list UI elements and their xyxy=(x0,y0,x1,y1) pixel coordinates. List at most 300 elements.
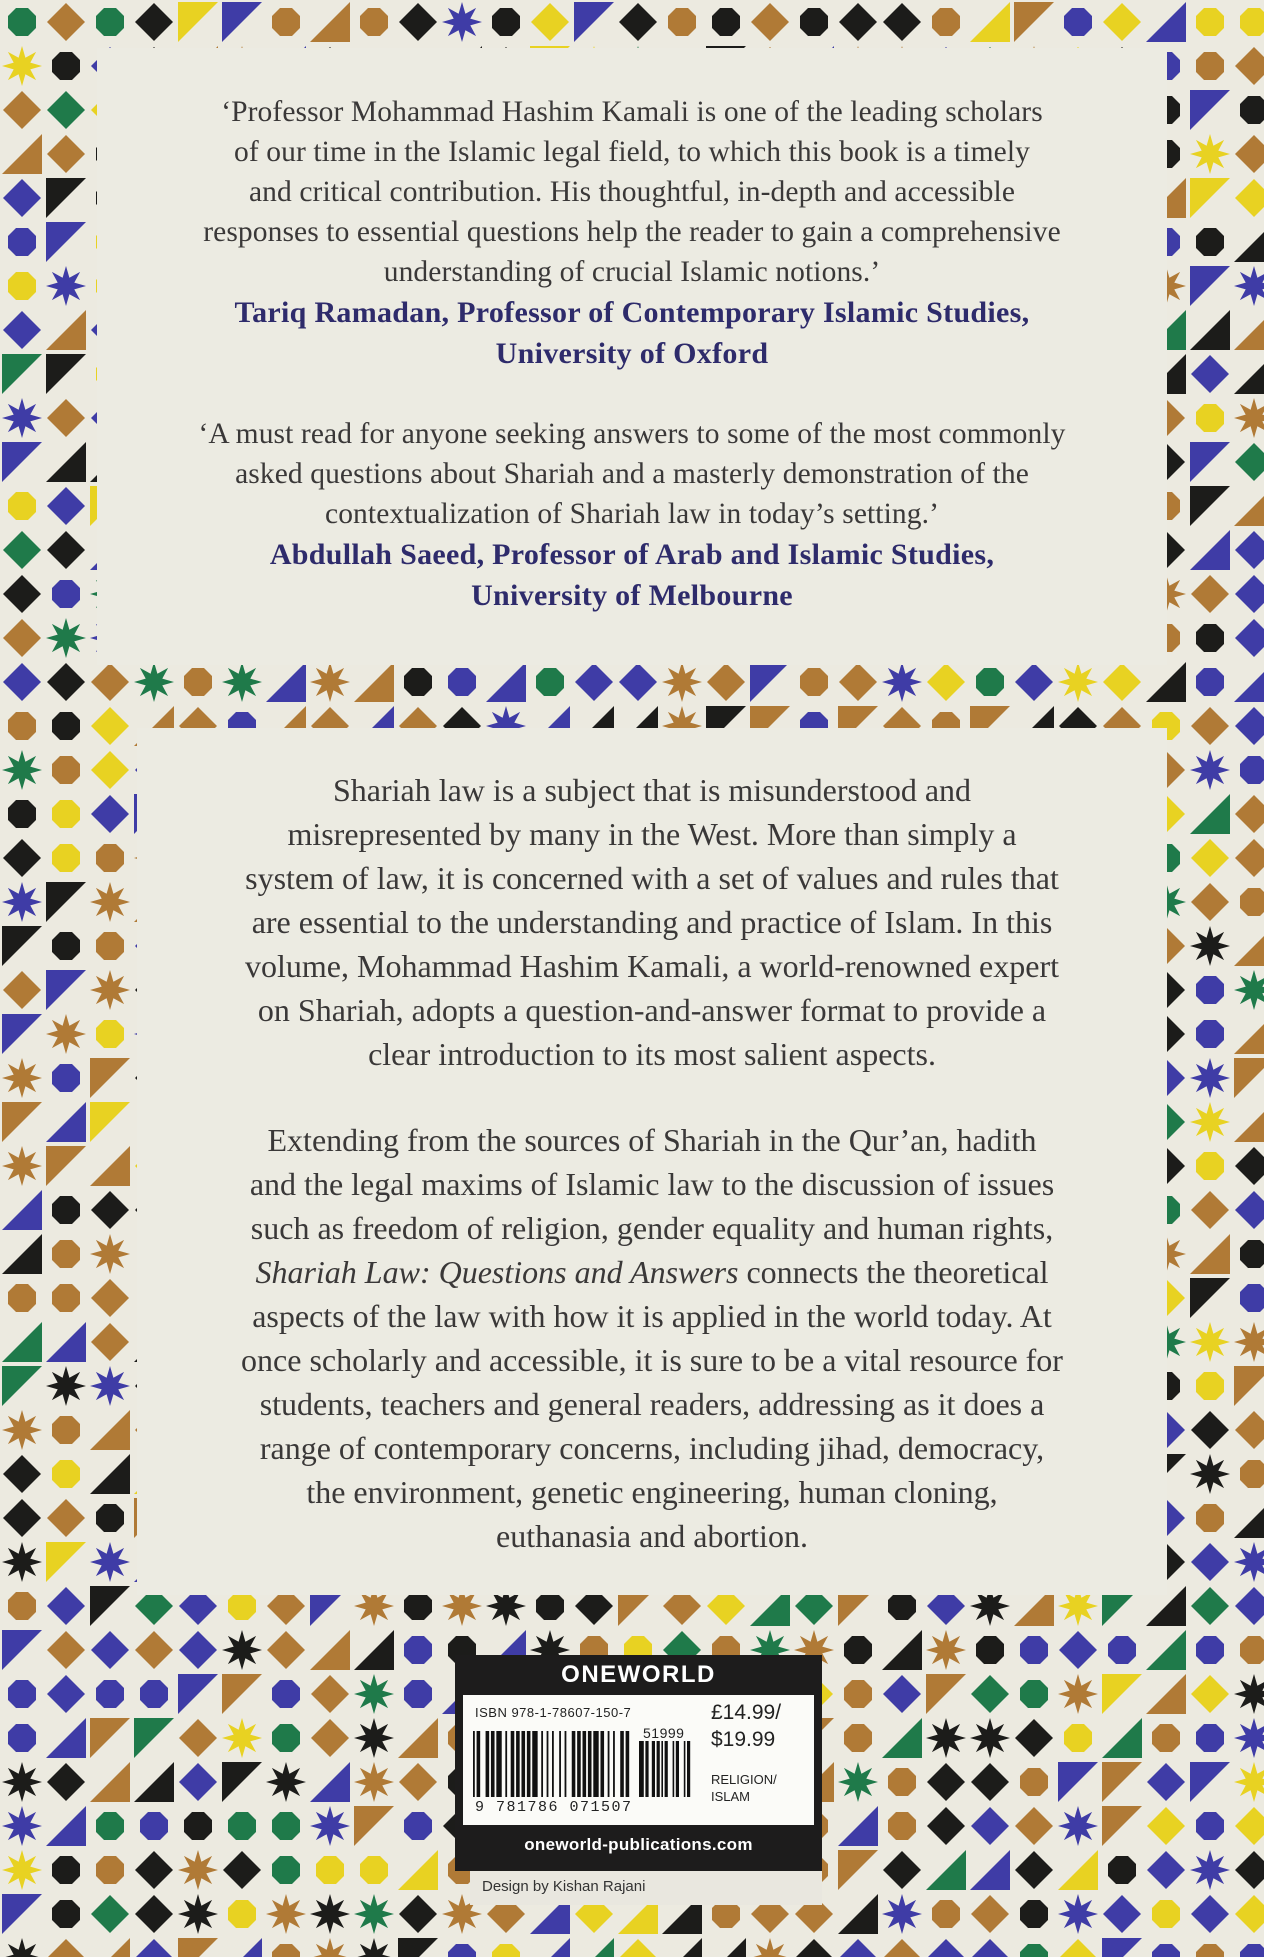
mosaic-tile xyxy=(1235,1851,1264,1889)
mosaic-tile xyxy=(1152,1900,1180,1928)
mosaic-tile xyxy=(932,1900,960,1928)
mosaic-tile xyxy=(1103,1895,1141,1933)
mosaic-tile xyxy=(354,1630,394,1670)
barcode-bar xyxy=(541,1731,543,1797)
mosaic-tile xyxy=(222,1718,262,1758)
mosaic-tile xyxy=(838,1806,878,1846)
mosaic-tile xyxy=(1146,1630,1186,1670)
mosaic-tile xyxy=(134,1718,174,1758)
mosaic-tile xyxy=(888,1592,916,1620)
isbn-text: ISBN 978-1-78607-150-7 xyxy=(475,1705,632,1720)
mosaic-tile xyxy=(1058,1850,1098,1890)
barcode-bar xyxy=(516,1731,520,1797)
mosaic-tile xyxy=(140,1812,168,1840)
mosaic-tile xyxy=(2,134,42,174)
barcode-area xyxy=(463,1695,814,1825)
mosaic-tile xyxy=(46,178,86,218)
body-line: range of contemporary concerns, including jihad, democracy, xyxy=(259,1430,1045,1466)
mosaic-tile xyxy=(1235,795,1264,833)
mosaic-tile xyxy=(404,668,432,696)
mosaic-tile xyxy=(398,1850,438,1890)
mosaic-tile xyxy=(3,1499,41,1537)
mosaic-tile xyxy=(1196,1944,1224,1957)
mosaic-tile xyxy=(575,663,613,701)
mosaic-tile xyxy=(1234,1058,1264,1098)
mosaic-tile xyxy=(90,1102,130,1142)
quote-line: asked questions about Shariah and a masterly demonstration of the xyxy=(235,458,1029,490)
mosaic-tile xyxy=(1190,178,1230,218)
mosaic-tile xyxy=(96,1504,124,1532)
mosaic-tile xyxy=(1102,1718,1142,1758)
mosaic-tile xyxy=(179,1631,217,1669)
barcode-bar xyxy=(593,1731,598,1797)
mosaic-tile xyxy=(135,3,173,41)
mosaic-tile xyxy=(90,1762,130,1802)
mosaic-tile xyxy=(1190,530,1230,570)
mosaic-tile xyxy=(272,8,300,36)
mosaic-tile xyxy=(927,663,965,701)
mosaic-tile xyxy=(46,1322,86,1362)
barcode-icon xyxy=(473,1731,631,1797)
mosaic-tile xyxy=(1064,1724,1092,1752)
mosaic-tile xyxy=(90,1938,130,1957)
mosaic-tile xyxy=(1020,1944,1048,1957)
mosaic-tile xyxy=(1240,1944,1264,1957)
mosaic-tile xyxy=(2,1938,42,1957)
mosaic-tile xyxy=(2,882,42,922)
mosaic-tile xyxy=(2,1014,42,1054)
barcode-bar xyxy=(639,1741,644,1797)
mosaic-tile xyxy=(1191,839,1229,877)
mosaic-tile xyxy=(839,3,877,41)
mosaic-tile xyxy=(1235,1587,1264,1625)
mosaic-tile xyxy=(2,1146,42,1186)
mosaic-tile xyxy=(8,1592,36,1620)
mosaic-tile xyxy=(1146,1674,1186,1714)
mosaic-tile xyxy=(310,1806,350,1846)
mosaic-tile xyxy=(272,1680,300,1708)
mosaic-tile xyxy=(354,1894,394,1934)
body-line: system of law, it is concerned with a set of values and rules that xyxy=(245,860,1059,896)
mosaic-tile xyxy=(96,844,124,872)
mosaic-tile xyxy=(1058,1762,1098,1802)
mosaic-tile xyxy=(619,3,657,41)
category-label xyxy=(711,1771,777,1805)
mosaic-tile xyxy=(404,1680,432,1708)
mosaic-tile xyxy=(91,1279,129,1317)
mosaic-tile xyxy=(52,756,80,784)
mosaic-tile xyxy=(1102,1806,1142,1846)
mosaic-tile xyxy=(1196,1020,1224,1048)
mosaic-tile xyxy=(96,1812,124,1840)
mosaic-tile xyxy=(8,1680,36,1708)
mosaic-tile xyxy=(52,932,80,960)
mosaic-tile xyxy=(448,668,476,696)
mosaic-tile xyxy=(46,1102,86,1142)
mosaic-tile xyxy=(927,1807,965,1845)
mosaic-tile xyxy=(1108,1636,1136,1664)
mosaic-tile xyxy=(178,1674,218,1714)
barcode-bar xyxy=(477,1731,481,1797)
mosaic-tile xyxy=(46,1146,86,1186)
mosaic-tile xyxy=(1191,1587,1229,1625)
body-line: students, teachers and general readers, addressing as it does a xyxy=(259,1386,1045,1422)
mosaic-tile xyxy=(8,492,36,520)
mosaic-tile xyxy=(971,1675,1009,1713)
body-line: misrepresented by many in the West. More than simply a xyxy=(287,816,1017,852)
mosaic-tile xyxy=(888,1768,916,1796)
mosaic-tile xyxy=(1103,3,1141,41)
mosaic-tile xyxy=(888,1812,916,1840)
mosaic-tile xyxy=(1103,663,1141,701)
quote-line: responses to essential questions help the reader to gain a comprehensive xyxy=(203,216,1061,248)
mosaic-tile xyxy=(1190,1102,1230,1142)
barcode-bar xyxy=(552,1731,554,1797)
mosaic-tile xyxy=(1058,662,1098,702)
quote-line: of our time in the Islamic legal field, to which this book is a timely xyxy=(234,136,1030,168)
barcode-bar xyxy=(473,1731,475,1797)
mosaic-tile xyxy=(46,1542,86,1582)
mosaic-tile xyxy=(3,575,41,613)
mosaic-tile xyxy=(91,1631,129,1669)
mosaic-tile xyxy=(1191,1191,1229,1229)
mosaic-tile xyxy=(310,662,350,702)
mosaic-tile xyxy=(3,971,41,1009)
mosaic-tile xyxy=(91,1895,129,1933)
endorsement-2 xyxy=(137,414,1127,616)
mosaic-tile xyxy=(46,1366,86,1406)
barcode-bar xyxy=(657,1741,660,1797)
mosaic-tile xyxy=(1196,404,1224,432)
mosaic-tile xyxy=(134,1762,174,1802)
mosaic-tile xyxy=(486,662,526,702)
mosaic-tile xyxy=(90,1146,130,1186)
mosaic-tile xyxy=(178,1850,218,1890)
mosaic-tile xyxy=(91,663,129,701)
mosaic-tile xyxy=(8,272,36,300)
mosaic-tile xyxy=(222,1938,262,1957)
mosaic-tile xyxy=(52,1856,80,1884)
addon-number: 51999 xyxy=(643,1725,685,1741)
mosaic-tile xyxy=(267,1631,305,1669)
mosaic-tile xyxy=(838,1894,878,1934)
mosaic-tile xyxy=(272,1812,300,1840)
mosaic-tile xyxy=(883,1675,921,1713)
barcode-bar xyxy=(620,1731,624,1797)
mosaic-tile xyxy=(46,354,86,394)
barcode-bar xyxy=(583,1731,587,1797)
mosaic-tile xyxy=(46,222,86,262)
mosaic-tile xyxy=(1190,310,1230,350)
mosaic-tile xyxy=(1015,1851,1053,1889)
mosaic-tile xyxy=(266,1894,306,1934)
mosaic-tile xyxy=(1191,1543,1229,1581)
mosaic-tile xyxy=(1102,1938,1142,1957)
mosaic-tile xyxy=(1058,1894,1098,1934)
mosaic-tile xyxy=(1234,354,1264,394)
mosaic-tile xyxy=(3,619,41,657)
mosaic-tile xyxy=(52,52,80,80)
mosaic-tile xyxy=(8,228,36,256)
mosaic-tile xyxy=(3,311,41,349)
mosaic-tile xyxy=(178,1938,218,1957)
mosaic-tile xyxy=(574,2,614,42)
mosaic-tile xyxy=(883,1851,921,1889)
body-line: Extending from the sources of Shariah in the Qur’an, hadith xyxy=(267,1122,1037,1158)
mosaic-tile xyxy=(839,1939,877,1957)
mosaic-tile xyxy=(1147,1851,1185,1889)
body-line xyxy=(165,1250,1139,1294)
mosaic-tile xyxy=(1196,1372,1224,1400)
mosaic-tile xyxy=(404,1636,432,1664)
mosaic-tile xyxy=(2,1058,42,1098)
mosaic-tile xyxy=(1015,1719,1053,1757)
mosaic-tile xyxy=(2,354,42,394)
mosaic-tile xyxy=(800,668,828,696)
mosaic-tile xyxy=(1234,1322,1264,1362)
mosaic-tile xyxy=(2,1630,42,1670)
quote-line: and critical contribution. His thoughtful, in-depth and accessible xyxy=(248,176,1016,208)
mosaic-tile xyxy=(96,1856,124,1884)
mosaic-tile xyxy=(1190,1234,1230,1274)
mosaic-tile xyxy=(1196,1812,1224,1840)
mosaic-tile xyxy=(360,8,388,36)
mosaic-tile xyxy=(52,1460,80,1488)
mosaic-tile xyxy=(2,1410,42,1450)
mosaic-tile xyxy=(46,1806,86,1846)
mosaic-tile xyxy=(96,932,124,960)
mosaic-tile xyxy=(91,795,129,833)
mosaic-tile xyxy=(52,1196,80,1224)
barcode-bar xyxy=(532,1731,537,1797)
mosaic-tile xyxy=(839,663,877,701)
mosaic-tile xyxy=(1234,1718,1264,1758)
mosaic-tile xyxy=(310,1762,350,1802)
mosaic-tile xyxy=(1190,1850,1230,1890)
mosaic-tile xyxy=(46,882,86,922)
mosaic-tile xyxy=(882,1894,922,1934)
mosaic-tile xyxy=(222,1762,262,1802)
mosaic-tile xyxy=(1234,398,1264,438)
mosaic-tile xyxy=(1235,575,1264,613)
mosaic-tile xyxy=(47,1939,85,1957)
mosaic-tile xyxy=(1240,888,1264,916)
attribution-line: Tariq Ramadan, Professor of Contemporary Islamic Studies, xyxy=(234,296,1030,329)
barcode-bar xyxy=(577,1731,581,1797)
mosaic-tile xyxy=(1234,970,1264,1010)
body-line: are essential to the understanding and practice of Islam. In this xyxy=(251,904,1053,940)
mosaic-tile xyxy=(47,1631,85,1669)
mosaic-tile xyxy=(531,3,569,41)
mosaic-tile xyxy=(712,8,740,36)
mosaic-tile xyxy=(354,662,394,702)
barcode-bar xyxy=(511,1731,515,1797)
mosaic-tile xyxy=(1234,1762,1264,1802)
mosaic-tile xyxy=(927,1763,965,1801)
design-credit-box xyxy=(470,1871,822,1905)
mosaic-tile xyxy=(311,1719,349,1757)
mosaic-tile xyxy=(1235,179,1264,217)
mosaic-tile xyxy=(1235,707,1264,745)
mosaic-tile xyxy=(1234,926,1264,966)
mosaic-tile xyxy=(1015,1807,1053,1845)
mosaic-tile xyxy=(223,1851,261,1889)
mosaic-tile xyxy=(46,442,86,482)
mosaic-tile xyxy=(1020,1768,1048,1796)
mosaic-tile xyxy=(883,1939,921,1957)
mosaic-tile xyxy=(2,1542,42,1582)
mosaic-tile xyxy=(46,1718,86,1758)
barcode-bar xyxy=(652,1741,655,1797)
category-line: RELIGION/ xyxy=(711,1772,777,1787)
title-line-rest: connects the theoretical xyxy=(738,1254,1049,1290)
mosaic-tile xyxy=(1196,1152,1224,1180)
mosaic-tile xyxy=(310,1938,350,1957)
mosaic-tile xyxy=(932,8,960,36)
mosaic-tile xyxy=(52,712,80,740)
mosaic-tile xyxy=(3,839,41,877)
mosaic-tile xyxy=(1190,750,1230,790)
mosaic-tile xyxy=(1191,883,1229,921)
mosaic-tile xyxy=(1196,668,1224,696)
mosaic-tile xyxy=(1196,976,1224,1004)
mosaic-tile xyxy=(1240,8,1264,36)
mosaic-tile xyxy=(52,1900,80,1928)
mosaic-tile xyxy=(1191,707,1229,745)
barcode-bar xyxy=(687,1741,690,1797)
mosaic-tile xyxy=(1064,8,1092,36)
barcode-bar xyxy=(626,1731,630,1797)
mosaic-tile xyxy=(46,1014,86,1054)
mosaic-tile xyxy=(1147,1807,1185,1845)
mosaic-tile xyxy=(1190,486,1230,526)
mosaic-tile xyxy=(316,1856,344,1884)
body-line: clear introduction to its most salient aspects. xyxy=(368,1036,936,1072)
mosaic-tile xyxy=(134,662,174,702)
mosaic-tile xyxy=(2,1762,42,1802)
mosaic-tile xyxy=(1102,1762,1142,1802)
mosaic-tile xyxy=(47,1763,85,1801)
mosaic-tile xyxy=(354,1938,394,1957)
mosaic-tile xyxy=(1234,222,1264,262)
barcode-bar xyxy=(527,1731,531,1797)
mosaic-tile xyxy=(971,1939,1009,1957)
barcode-bar xyxy=(613,1731,615,1797)
attribution-line: Abdullah Saeed, Professor of Arab and Islamic Studies, xyxy=(269,538,995,571)
mosaic-tile xyxy=(536,1592,564,1620)
mosaic-tile xyxy=(404,1592,432,1620)
mosaic-tile xyxy=(399,1895,437,1933)
mosaic-tile xyxy=(619,1939,657,1957)
book-title: Shariah Law: Questions and Answers xyxy=(255,1254,739,1290)
mosaic-tile xyxy=(926,1718,966,1758)
mosaic-tile xyxy=(91,1323,129,1361)
mosaic-tile xyxy=(750,1938,790,1957)
mosaic-tile xyxy=(1240,756,1264,784)
mosaic-tile xyxy=(662,662,702,702)
mosaic-tile xyxy=(47,531,85,569)
mosaic-tile xyxy=(1152,1724,1180,1752)
barcode-bar xyxy=(565,1731,567,1797)
mosaic-tile xyxy=(1235,1191,1264,1229)
mosaic-tile xyxy=(52,1284,80,1312)
mosaic-tile xyxy=(1234,1674,1264,1714)
mosaic-tile xyxy=(1240,1460,1264,1488)
mosaic-tile xyxy=(3,91,41,129)
mosaic-tile xyxy=(536,668,564,696)
mosaic-tile xyxy=(1190,1762,1230,1802)
body-line: once scholarly and accessible, it is sure to be a vital resource for xyxy=(241,1342,1063,1378)
body-line: and the legal maxims of Islamic law to the discussion of issues xyxy=(249,1166,1055,1202)
mosaic-tile xyxy=(8,1724,36,1752)
mosaic-tile xyxy=(1234,1014,1264,1054)
mosaic-tile xyxy=(1146,2,1186,42)
mosaic-tile xyxy=(90,882,130,922)
endorsement-1 xyxy=(137,92,1127,374)
mosaic-tile xyxy=(1235,1807,1264,1845)
barcode-bar xyxy=(676,1741,679,1797)
mosaic-tile xyxy=(91,707,129,745)
mosaic-tile xyxy=(47,3,85,41)
mosaic-tile xyxy=(882,1630,922,1670)
mosaic-tile xyxy=(91,751,129,789)
mosaic-tile xyxy=(135,1631,173,1669)
mosaic-tile xyxy=(976,1636,1004,1664)
attribution-line: University of Oxford xyxy=(495,337,769,370)
mosaic-tile xyxy=(750,662,790,702)
mosaic-tile xyxy=(96,1020,124,1048)
mosaic-tile xyxy=(354,1762,394,1802)
mosaic-tile xyxy=(2,1806,42,1846)
barcode-bar xyxy=(665,1741,668,1797)
mosaic-tile xyxy=(90,970,130,1010)
mosaic-tile xyxy=(2,926,42,966)
mosaic-tile xyxy=(46,618,86,658)
mosaic-tile xyxy=(1240,1240,1264,1268)
mosaic-tile xyxy=(1234,1542,1264,1582)
mosaic-tile xyxy=(272,1856,300,1884)
mosaic-tile xyxy=(1147,1763,1185,1801)
mosaic-tile xyxy=(1235,619,1264,657)
mosaic-tile xyxy=(883,3,921,41)
quote-line: understanding of crucial Islamic notions.’ xyxy=(383,256,881,288)
mosaic-tile xyxy=(228,1900,256,1928)
mosaic-tile xyxy=(354,1674,394,1714)
mosaic-tile xyxy=(8,8,36,36)
mosaic-tile xyxy=(927,1939,965,1957)
barcode-block xyxy=(455,1655,822,1871)
mosaic-tile xyxy=(1235,1147,1264,1185)
price-gbp: £14.99/ xyxy=(711,1701,782,1724)
mosaic-tile xyxy=(179,1719,217,1757)
mosaic-tile xyxy=(47,1499,85,1537)
barcode-bar xyxy=(486,1731,490,1797)
mosaic-tile xyxy=(90,1234,130,1274)
body-line: euthanasia and abortion. xyxy=(496,1518,808,1554)
mosaic-tile xyxy=(360,1856,388,1884)
mosaic-tile xyxy=(3,179,41,217)
mosaic-tile xyxy=(8,800,36,828)
mosaic-tile xyxy=(706,1938,746,1957)
mosaic-tile xyxy=(1015,663,1053,701)
attribution-line: University of Melbourne xyxy=(471,579,793,612)
mosaic-tile xyxy=(492,8,520,36)
mosaic-tile xyxy=(800,8,828,36)
publisher-logo: ONEWORLD xyxy=(561,1661,716,1688)
mosaic-tile xyxy=(1234,1366,1264,1406)
mosaic-tile xyxy=(844,1636,872,1664)
ean-number: 9 781786 071507 xyxy=(475,1799,633,1816)
